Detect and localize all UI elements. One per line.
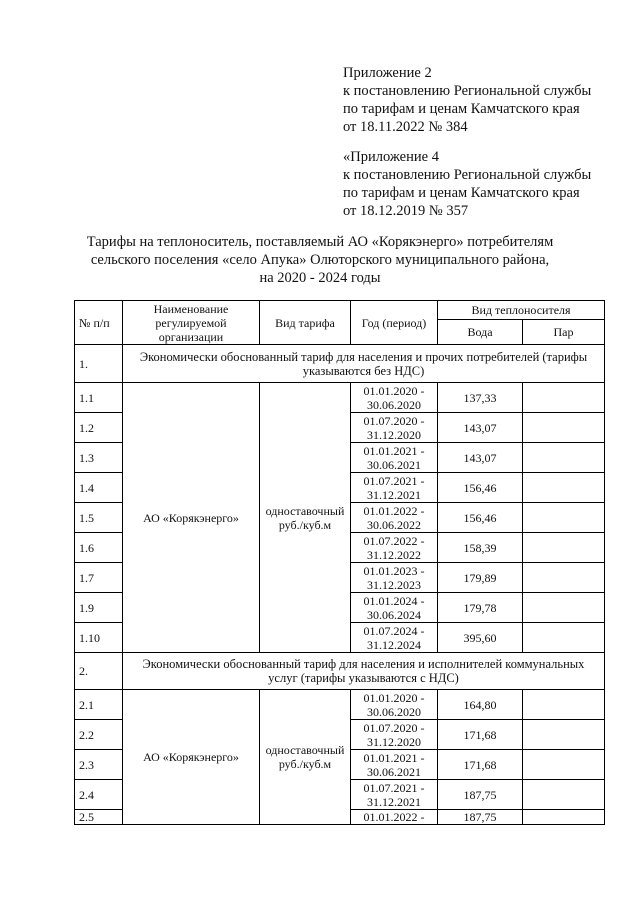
period-cell bbox=[351, 690, 438, 720]
header-steam: Пар bbox=[523, 320, 605, 345]
period-end: 31.12.2024 bbox=[367, 637, 421, 652]
water-tariff-value: 187,75 bbox=[438, 810, 523, 825]
appendix-current-line-3: по тарифам и ценам Камчатского края bbox=[343, 101, 580, 117]
row-number: 1.2 bbox=[75, 413, 123, 443]
header-heat-carrier: Вид теплоносителя bbox=[438, 301, 605, 320]
period-start: 01.07.2021 - bbox=[363, 780, 425, 795]
period-end: 31.12.2023 bbox=[367, 577, 421, 592]
steam-tariff-value bbox=[523, 593, 605, 623]
period-start: 01.07.2022 - bbox=[363, 533, 425, 548]
steam-tariff-value bbox=[523, 503, 605, 533]
row-number: 2.5 bbox=[75, 810, 123, 825]
steam-tariff-value bbox=[523, 780, 605, 810]
header-period: Год (период) bbox=[351, 301, 438, 345]
tariff-type-cell: одноставочный руб./куб.м bbox=[260, 690, 351, 825]
period-cell bbox=[351, 810, 438, 825]
period-end: 31.12.2020 bbox=[367, 427, 421, 442]
appendix-original-line-1: «Приложение 4 bbox=[343, 149, 439, 165]
period-cell bbox=[351, 503, 438, 533]
organization-cell: АО «Корякэнерго» bbox=[123, 690, 260, 825]
water-tariff-value: 158,39 bbox=[438, 533, 523, 563]
appendix-current-line-1: Приложение 2 bbox=[343, 65, 432, 81]
section-title: Экономически обоснованный тариф для населения и прочих потребителей (тарифы указываются без НДС) bbox=[123, 345, 605, 383]
period-start: 01.07.2024 - bbox=[363, 623, 425, 638]
header-water: Вода bbox=[438, 320, 523, 345]
appendix-original-line-4: от 18.12.2019 № 357 bbox=[343, 203, 469, 219]
water-tariff-value: 156,46 bbox=[438, 503, 523, 533]
row-number: 2.1 bbox=[75, 690, 123, 720]
period-cell bbox=[351, 383, 438, 413]
row-number: 1.7 bbox=[75, 563, 123, 593]
period-cell bbox=[351, 443, 438, 473]
row-number: 1.3 bbox=[75, 443, 123, 473]
steam-tariff-value bbox=[523, 810, 605, 825]
water-tariff-value: 179,89 bbox=[438, 563, 523, 593]
steam-tariff-value bbox=[523, 690, 605, 720]
row-number: 2.3 bbox=[75, 750, 123, 780]
row-number: 2.4 bbox=[75, 780, 123, 810]
period-cell bbox=[351, 563, 438, 593]
steam-tariff-value bbox=[523, 623, 605, 653]
period-end: 31.12.2020 bbox=[367, 734, 421, 749]
section-number: 1. bbox=[75, 345, 123, 383]
period-cell bbox=[351, 780, 438, 810]
row-number: 2.2 bbox=[75, 720, 123, 750]
period-cell bbox=[351, 750, 438, 780]
steam-tariff-value bbox=[523, 563, 605, 593]
period-start: 01.07.2020 - bbox=[363, 720, 425, 735]
row-number: 1.1 bbox=[75, 383, 123, 413]
appendix-current-reference bbox=[343, 64, 591, 136]
steam-tariff-value bbox=[523, 473, 605, 503]
water-tariff-value: 156,46 bbox=[438, 473, 523, 503]
water-tariff-value: 164,80 bbox=[438, 690, 523, 720]
period-end: 30.06.2021 bbox=[367, 764, 421, 779]
period-start: 01.01.2020 - bbox=[363, 383, 425, 398]
period-cell bbox=[351, 593, 438, 623]
header-tariff-type: Вид тарифа bbox=[260, 301, 351, 345]
period-cell bbox=[351, 720, 438, 750]
organization-cell: АО «Корякэнерго» bbox=[123, 383, 260, 653]
period-end: 30.06.2020 bbox=[367, 704, 421, 719]
period-start: 01.01.2020 - bbox=[363, 690, 425, 705]
title-line-2: сельского поселения «село Апука» Олюторского муниципального района, bbox=[90, 252, 550, 268]
appendix-original-reference bbox=[343, 148, 591, 220]
water-tariff-value: 137,33 bbox=[438, 383, 523, 413]
appendix-original-line-2: к постановлению Региональной службы bbox=[343, 167, 592, 183]
water-tariff-value: 395,60 bbox=[438, 623, 523, 653]
period-start: 01.01.2022 - bbox=[363, 503, 425, 518]
steam-tariff-value bbox=[523, 413, 605, 443]
row-number: 1.6 bbox=[75, 533, 123, 563]
period-start: 01.01.2021 - bbox=[363, 443, 425, 458]
period-start: 01.07.2021 - bbox=[363, 473, 425, 488]
period-start: 01.01.2023 - bbox=[363, 563, 425, 578]
row-number: 1.9 bbox=[75, 593, 123, 623]
section-title: Экономически обоснованный тариф для населения и исполнителей коммунальных услуг (тарифы указываются с НДС) bbox=[123, 653, 605, 690]
water-tariff-value: 171,68 bbox=[438, 720, 523, 750]
period-cell bbox=[351, 413, 438, 443]
table-row bbox=[75, 383, 605, 413]
row-number: 1.5 bbox=[75, 503, 123, 533]
title-line-1: Тарифы на теплоноситель, поставляемый АО «Корякэнерго» потребителям bbox=[86, 234, 554, 250]
period-end: 31.12.2022 bbox=[367, 547, 421, 562]
period-cell bbox=[351, 623, 438, 653]
period-end: 31.12.2021 bbox=[367, 794, 421, 809]
appendix-current-line-4: от 18.11.2022 № 384 bbox=[343, 119, 468, 135]
period-end: 30.06.2022 bbox=[367, 517, 421, 532]
water-tariff-value: 187,75 bbox=[438, 780, 523, 810]
period-cell bbox=[351, 533, 438, 563]
steam-tariff-value bbox=[523, 533, 605, 563]
section-number: 2. bbox=[75, 653, 123, 690]
period-start: 01.01.2022 - bbox=[363, 810, 425, 824]
steam-tariff-value bbox=[523, 750, 605, 780]
water-tariff-value: 143,07 bbox=[438, 443, 523, 473]
steam-tariff-value bbox=[523, 383, 605, 413]
water-tariff-value: 179,78 bbox=[438, 593, 523, 623]
period-start: 01.01.2021 - bbox=[363, 750, 425, 765]
period-end: 30.06.2020 bbox=[367, 397, 421, 412]
tariff-table bbox=[74, 300, 605, 825]
header-num: № п/п bbox=[75, 301, 123, 345]
table-row bbox=[75, 690, 605, 720]
row-number: 1.10 bbox=[75, 623, 123, 653]
appendix-current-line-2: к постановлению Региональной службы bbox=[343, 83, 592, 99]
title-line-3: на 2020 - 2024 годы bbox=[259, 270, 381, 286]
water-tariff-value: 171,68 bbox=[438, 750, 523, 780]
water-tariff-value: 143,07 bbox=[438, 413, 523, 443]
period-end: 30.06.2024 bbox=[367, 607, 421, 622]
period-end: 31.12.2021 bbox=[367, 487, 421, 502]
header-organization: Наименование регулируемой организации bbox=[123, 301, 260, 345]
period-end: 30.06.2021 bbox=[367, 457, 421, 472]
steam-tariff-value bbox=[523, 720, 605, 750]
section-header-row bbox=[75, 345, 605, 383]
steam-tariff-value bbox=[523, 443, 605, 473]
row-number: 1.4 bbox=[75, 473, 123, 503]
document-title bbox=[80, 233, 560, 287]
appendix-original-line-3: по тарифам и ценам Камчатского края bbox=[343, 185, 580, 201]
tariff-type-cell: одноставочный руб./куб.м bbox=[260, 383, 351, 653]
period-cell bbox=[351, 473, 438, 503]
section-header-row bbox=[75, 653, 605, 690]
period-start: 01.01.2024 - bbox=[363, 593, 425, 608]
period-start: 01.07.2020 - bbox=[363, 413, 425, 428]
